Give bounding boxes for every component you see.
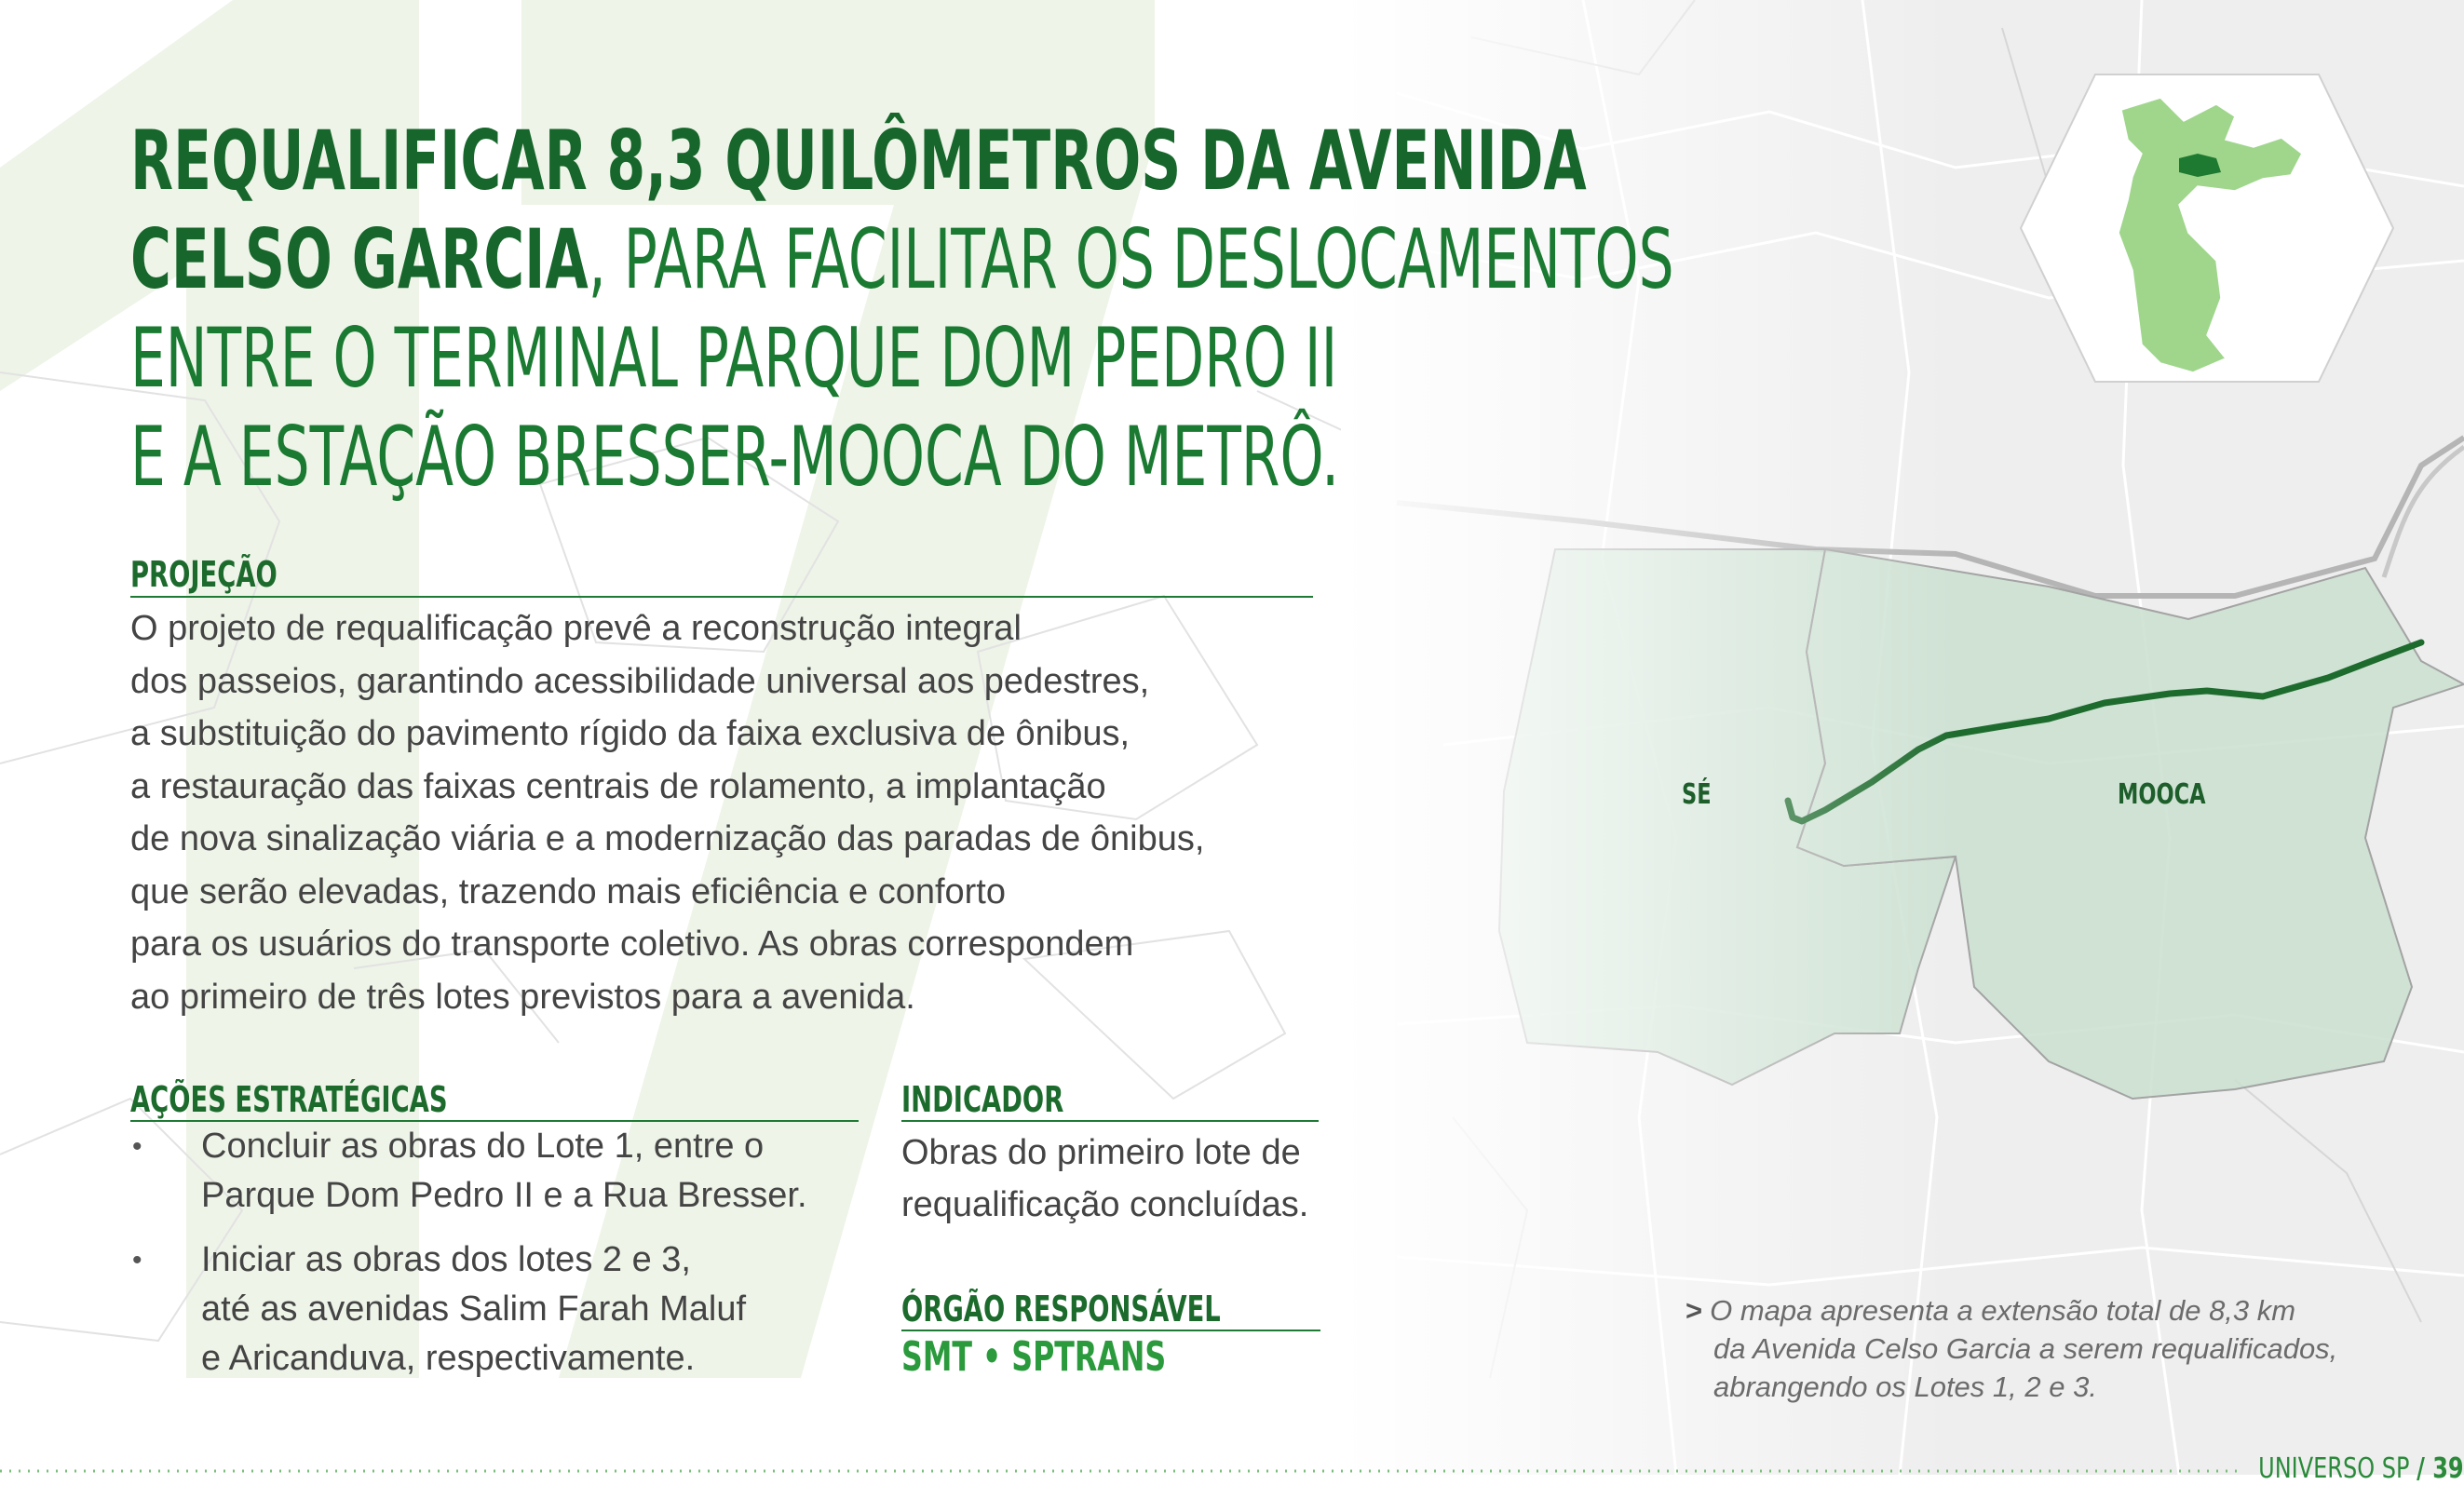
caption-line: O mapa apresenta a extensão total de 8,3 km (1710, 1294, 2296, 1327)
projecao-line: O projeto de requalificação prevê a reconstrução integral (130, 609, 1022, 648)
map-label-mooca: MOOCA (2118, 778, 2206, 811)
headline-line2-bold: CELSO GARCIA (130, 211, 589, 307)
bullet-icon: • (132, 1245, 142, 1276)
projecao-line: que serão elevadas, trazendo mais eficiência e conforto (130, 871, 1006, 911)
page-footer (2259, 1452, 2464, 1485)
projecao-title: PROJEÇÃO (130, 554, 278, 595)
indicador-line: requalificação concluídas. (901, 1185, 1309, 1224)
map-label-se: SÉ (1682, 778, 1712, 811)
list-item-line: Iniciar as obras dos lotes 2 e 3, (201, 1240, 691, 1279)
projecao-body (130, 602, 1204, 1023)
indicador-rule (901, 1120, 1319, 1122)
projecao-rule (130, 596, 1313, 598)
projecao-line: ao primeiro de três lotes previstos para a avenida. (130, 977, 915, 1017)
footer-brand: UNIVERSO SP (2258, 1452, 2410, 1485)
indicador-line: Obras do primeiro lote de (901, 1133, 1301, 1172)
headline-line3: ENTRE O TERMINAL PARQUE DOM PEDRO II (130, 310, 1338, 406)
map-caption (1686, 1291, 2430, 1406)
locator-hexagon (2021, 74, 2393, 382)
list-item-line: até as avenidas Salim Farah Maluf (201, 1289, 747, 1329)
indicador-title: INDICADOR (901, 1079, 1064, 1120)
acoes-list (130, 1122, 857, 1398)
orgao-title: ÓRGÃO RESPONSÁVEL (901, 1289, 1221, 1330)
headline-line1: REQUALIFICAR 8,3 QUILÔMETROS DA AVENIDA (130, 113, 1587, 209)
headline-line2-rest: , PARA FACILITAR OS DESLOCAMENTOS (588, 211, 1674, 307)
acoes-title: AÇÕES ESTRATÉGICAS (130, 1079, 448, 1120)
list-item (130, 1122, 857, 1221)
page-number: / 39 (2417, 1452, 2464, 1485)
indicador-body (901, 1127, 1308, 1231)
caption-line: da Avenida Celso Garcia a serem requalificados, (1713, 1332, 2338, 1365)
list-item-line: Parque Dom Pedro II e a Rua Bresser. (201, 1176, 807, 1215)
headline-line4: E A ESTAÇÃO BRESSER-MOOCA DO METRÔ. (130, 409, 1340, 505)
projecao-line: para os usuários do transporte coletivo. As obras correspondem (130, 925, 1134, 964)
projecao-line: a substituição do pavimento rígido da faixa exclusiva de ônibus, (130, 714, 1130, 753)
projecao-line: a restauração das faixas centrais de rolamento, a implantação (130, 766, 1106, 806)
list-item-line: Concluir as obras do Lote 1, entre o (201, 1127, 765, 1166)
bullet-icon: • (132, 1131, 142, 1162)
projecao-line: de nova sinalização viária e a modernização das paradas de ônibus, (130, 819, 1205, 858)
orgao-rule (901, 1330, 1320, 1331)
list-item-line: e Aricanduva, respectivamente. (201, 1339, 696, 1378)
caption-line: abrangendo os Lotes 1, 2 e 3. (1713, 1370, 2097, 1403)
projecao-line: dos passeios, garantindo acessibilidade universal aos pedestres, (130, 661, 1150, 701)
list-item (130, 1235, 857, 1384)
caption-arrow-icon: > (1686, 1294, 1703, 1327)
page-headline (130, 112, 1682, 506)
orgao-value: SMT • SPTRANS (901, 1333, 1167, 1381)
